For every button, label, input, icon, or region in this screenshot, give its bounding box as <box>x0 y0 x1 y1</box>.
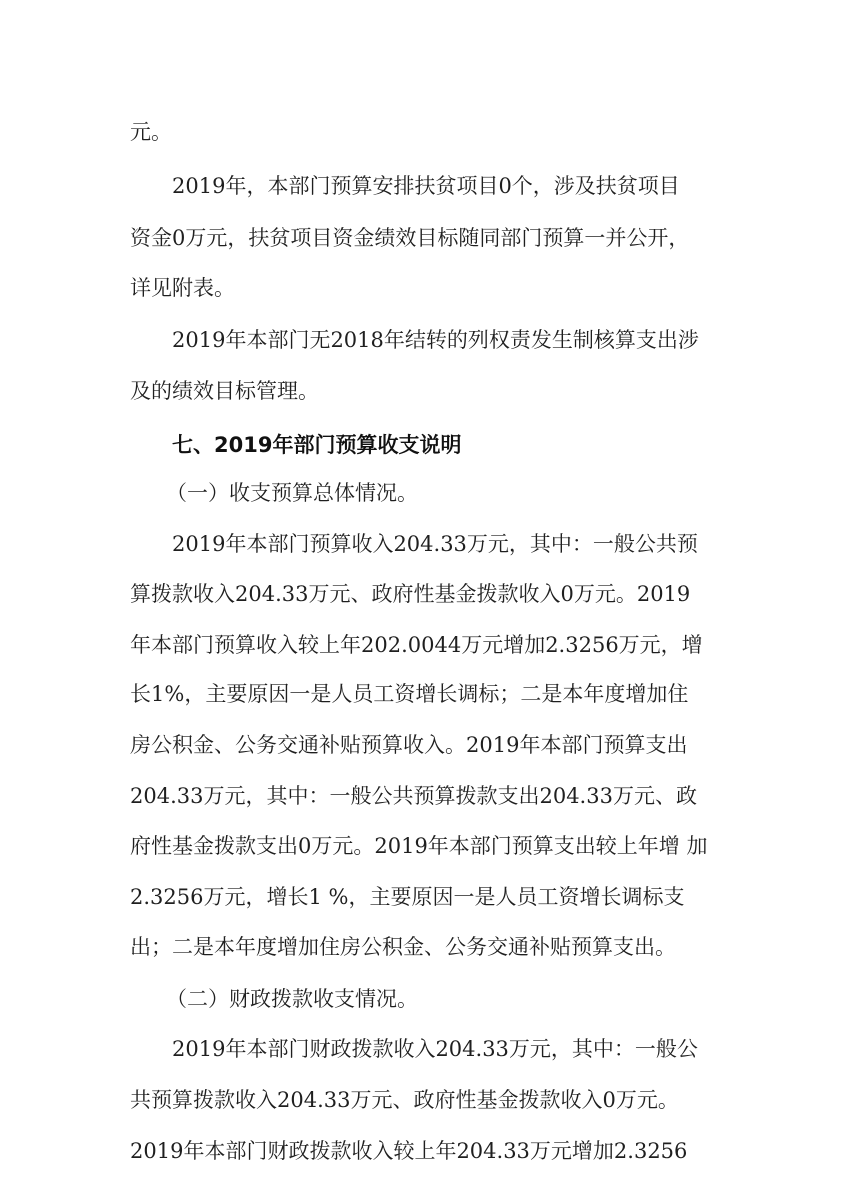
text-line: 房公积金、公务交通补贴预算收入。2019年本部门预算支出 <box>130 733 688 757</box>
text-line: 详见附表。 <box>130 276 235 300</box>
text-line: 2.3256万元，增长1 %，主要原因一是人员工资增长调标支 <box>130 885 685 909</box>
subsection-heading: （二）财政拨款收支情况。 <box>166 987 418 1011</box>
text-line: 资金0万元，扶贫项目资金绩效目标随同部门预算一并公开， <box>130 226 690 250</box>
text-line: 出；二是本年度增加住房公积金、公务交通补贴预算支出。 <box>130 935 676 959</box>
section-heading: 七、2019年部门预算收支说明 <box>172 433 462 457</box>
text-line: 元。 <box>130 120 172 144</box>
text-line: 2019年本部门财政拨款收入较上年204.33万元增加2.3256 <box>130 1139 688 1163</box>
text-line: 2019年，本部门预算安排扶贫项目0个，涉及扶贫项目 <box>172 174 680 198</box>
text-line: 2019年本部门预算收入204.33万元，其中：一般公共预 <box>172 532 698 556</box>
text-line: 共预算拨款收入204.33万元、政府性基金拨款收入0万元。 <box>130 1088 679 1112</box>
text-line: 204.33万元，其中：一般公共预算拨款支出204.33万元、政 <box>130 784 697 808</box>
text-line: 算拨款收入204.33万元、政府性基金拨款收入0万元。2019 <box>130 582 691 606</box>
subsection-heading: （一）收支预算总体情况。 <box>166 481 418 505</box>
text-line: 2019年本部门财政拨款收入204.33万元，其中：一般公 <box>172 1037 698 1061</box>
text-line: 及的绩效目标管理。 <box>130 379 319 403</box>
text-line: 长1%，主要原因一是人员工资增长调标；二是本年度增加住 <box>130 682 689 706</box>
text-line: 年本部门预算收入较上年202.0044万元增加2.3256万元，增 <box>130 633 703 657</box>
text-line: 府性基金拨款支出0万元。2019年本部门预算支出较上年增 加 <box>130 834 708 858</box>
text-line: 2019年本部门无2018年结转的列权责发生制核算支出涉 <box>172 328 699 352</box>
